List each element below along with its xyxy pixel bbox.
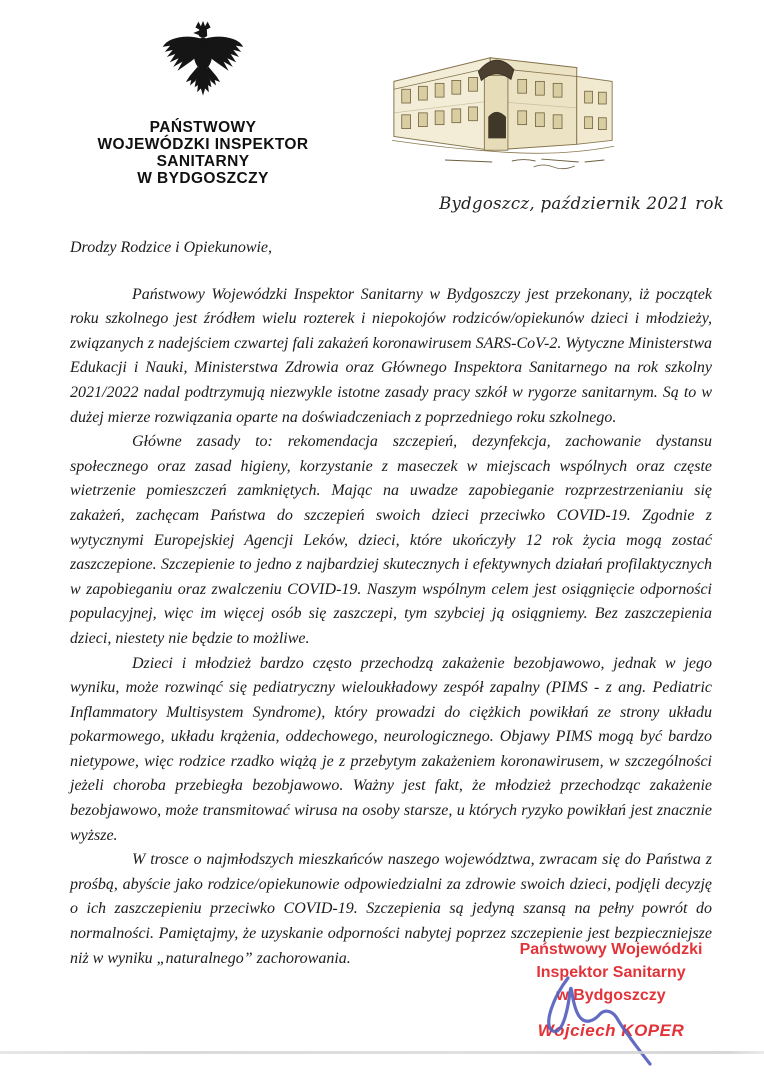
paragraph: W trosce o najmłodszych mieszkańców naszego województwa, zwracam się do Państwa z prośbą, abyście jako rodzice/opiekunowie odpowiedzialni za zdrowie swoich dzieci, podjęli decyzję o ich zaszczepieniu przeciwko COVID-19. Szczepienia są jedyną szansą na pełny powrót do normalności. Pamiętajmy, że uzyskanie odporności nabytej poprzez szczepienie jest bezpieczniejsze niż w wyniku „naturalnego” zachorowania.: [70, 851, 712, 967]
building-sketch-image: [386, 30, 622, 178]
paragraph: Główne zasady to: rekomendacja szczepień, dezynfekcja, zachowanie dystansu społecznego oraz zasad higieny, korzystanie z maseczek w miejscach wspólnych oraz częste wietrzenie pomieszczeń zamkniętych. Mając na uwadze zapobieganie rozprzestrzenianiu się zakażeń, zachęcam Państwa do szczepień swoich dzieci przeciwko COVID-19. Zgodnie z wytycznymi Europejskiej Agencji Leków, dzieci, które ukończyły 12 rok życia mogą zostać zaszczepione. Szczepienie to jedno z najbardziej skutecznych i efektywnych działań profilaktycznych w zapobieganiu oraz zwalczeniu COVID-19. Naszym wspólnym celem jest osiągnięcie odporności populacyjnej, więc im więcej osób się zaszczepi, tym szybciej ją osiągniemy. Bez zaszczepienia dzieci, niestety nie będzie to możliwe.: [70, 433, 712, 647]
stamp-name: Wojciech KOPER: [537, 1021, 685, 1040]
page-bottom-scan-line: [0, 1051, 764, 1054]
letter-body: [70, 236, 712, 971]
stamp-line: Państwowy Wojewódzki: [519, 941, 703, 958]
authority-name-line: WOJEWÓDZKI INSPEKTOR: [97, 136, 309, 153]
authority-name-line: PAŃSTWOWY: [149, 119, 257, 136]
stamp-line: w Bydgoszczy: [556, 987, 666, 1004]
authority-name-line: SANITARNY: [156, 153, 250, 170]
paragraph: Państwowy Wojewódzki Inspektor Sanitarny w Bydgoszczy jest przekonany, iż początek roku szkolnego jest źródłem wielu rozterek i niepokojów rodziców/opiekunów dzieci i młodzieży, związanych z nadejściem czwartej fali zakażeń koronawirusem SARS-CoV-2. Wytyczne Ministerstwa Edukacji i Nauki, Ministerstwa Zdrowia oraz Głównego Inspektora Sanitarnego na rok szkolny 2021/2022 nadal podtrzymują niezwykle istotne zasady pracy szkół w rygorze sanitarnym. Są to w dużej mierze rozwiązania oparte na doświadczeniach z poprzedniego roku szkolnego.: [70, 285, 712, 426]
paragraph: Dzieci i młodzież bardzo często przechodzą zakażenie bezobjawowo, jednak w jego wyniku, może rozwinąć się pediatryczny wieloukładowy zespół zapalny (PIMS - z ang. Pediatric Inflammatory Multisystem Syndrome), który prowadzi do ciężkich powikłań ze strony układu pokarmowego, układu krążenia, oddechowego, neurologicznego. Objawy PIMS mogą być bardzo nietypowe, więc rodzice rzadko wiążą je z przebytym zakażeniem koronawirusem, w szczególności jeżeli choroba przebiegła bezobjawowo. Ważny jest fakt, że młodzież przechodząc zakażenie bezobjawowo, może transmitować wirusa na osoby starsze, u których ryzyko powikłań jest znacznie wyższe.: [70, 654, 712, 844]
letterhead: [88, 18, 318, 187]
authority-name-line: W BYDGOSZCZY: [137, 170, 269, 187]
signature-block: [498, 938, 724, 1041]
authority-name: [88, 119, 318, 187]
dateline: Bydgoszcz, październik 2021 rok: [439, 194, 724, 213]
stamp-line: Inspektor Sanitarny: [536, 964, 686, 981]
salutation: Drodzy Rodzice i Opiekunowie,: [70, 239, 273, 256]
polish-eagle-icon: [161, 18, 245, 106]
